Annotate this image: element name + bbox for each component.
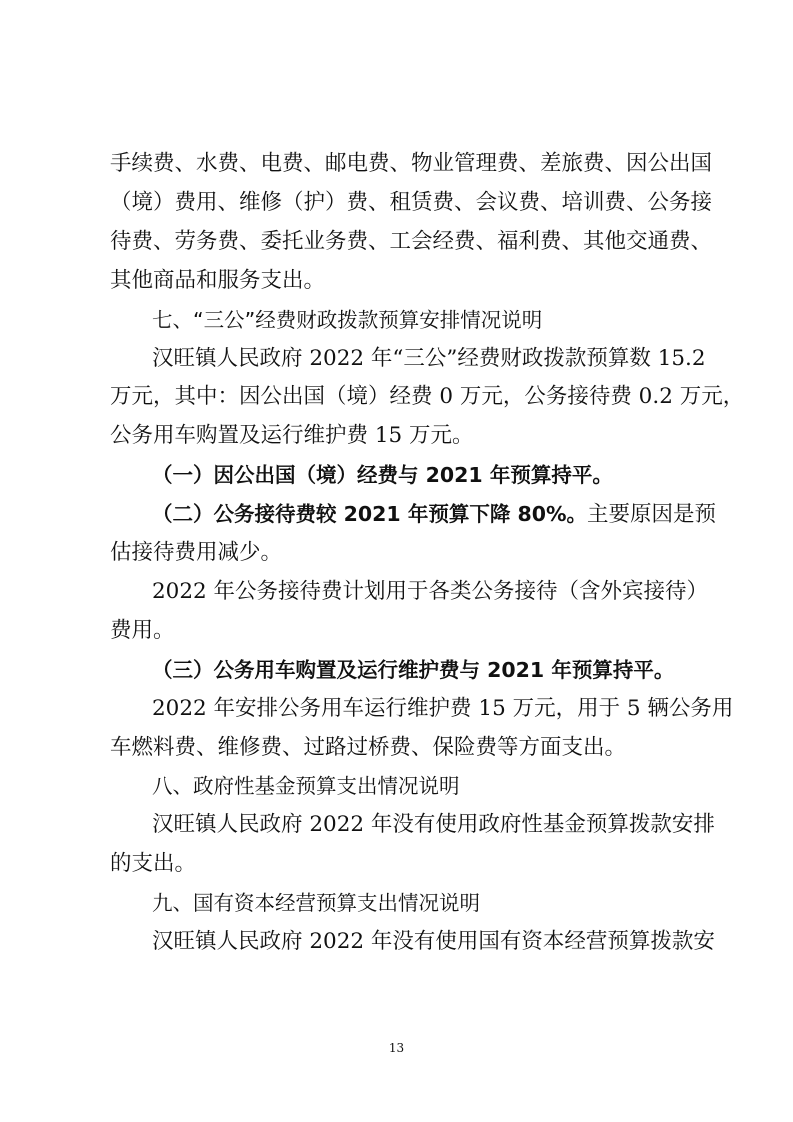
paragraph-text: 主要原因是预 [587, 502, 717, 527]
paragraph-line: 汉旺镇人民政府 2022 年“三公”经费财政拨款预算数 15.2 [152, 346, 706, 371]
paragraph-line: 2022 年公务接待费计划用于各类公务接待（含外宾接待） [152, 579, 709, 604]
paragraph-line [152, 499, 717, 530]
section-heading: 七、“三公”经费财政拨款预算安排情况说明 [152, 308, 543, 332]
paragraph-line: （境）费用、维修（护）费、租赁费、会议费、培训费、公务接 [110, 190, 713, 215]
paragraph-line: 公务用车购置及运行维护费 15 万元。 [110, 423, 474, 448]
paragraph-line: 万元，其中：因公出国（境）经费 0 万元，公务接待费 0.2 万元， [110, 384, 745, 409]
paragraph-line: 汉旺镇人民政府 2022 年没有使用国有资本经营预算拨款安 [152, 929, 715, 954]
section-heading: 九、国有资本经营预算支出情况说明 [152, 891, 480, 915]
paragraph-line: 估接待费用减少。 [110, 540, 283, 565]
paragraph-line: 费用。 [110, 618, 175, 643]
subsection-heading: （二）公务接待费较 2021 年预算下降 80%。 [152, 502, 588, 526]
paragraph-line: 待费、劳务费、委托业务费、工会经费、福利费、其他交通费、 [110, 229, 713, 254]
section-heading: 八、政府性基金预算支出情况说明 [152, 774, 460, 798]
subsection-heading: （三）公务用车购置及运行维护费与 2021 年预算持平。 [152, 658, 675, 682]
paragraph-line: 手续费、水费、电费、邮电费、物业管理费、差旅费、因公出国 [110, 151, 713, 176]
page-number: 13 [388, 1041, 405, 1055]
paragraph-line: 车燃料费、维修费、过路过桥费、保险费等方面支出。 [110, 735, 627, 760]
paragraph-line: 其他商品和服务支出。 [110, 268, 326, 293]
paragraph-line: 2022 年安排公务用车运行维护费 15 万元，用于 5 辆公务用 [152, 696, 734, 721]
paragraph-line: 的支出。 [110, 851, 197, 876]
paragraph-line: 汉旺镇人民政府 2022 年没有使用政府性基金预算拨款安排 [152, 812, 715, 837]
subsection-heading: （一）因公出国（境）经费与 2021 年预算持平。 [152, 463, 613, 487]
